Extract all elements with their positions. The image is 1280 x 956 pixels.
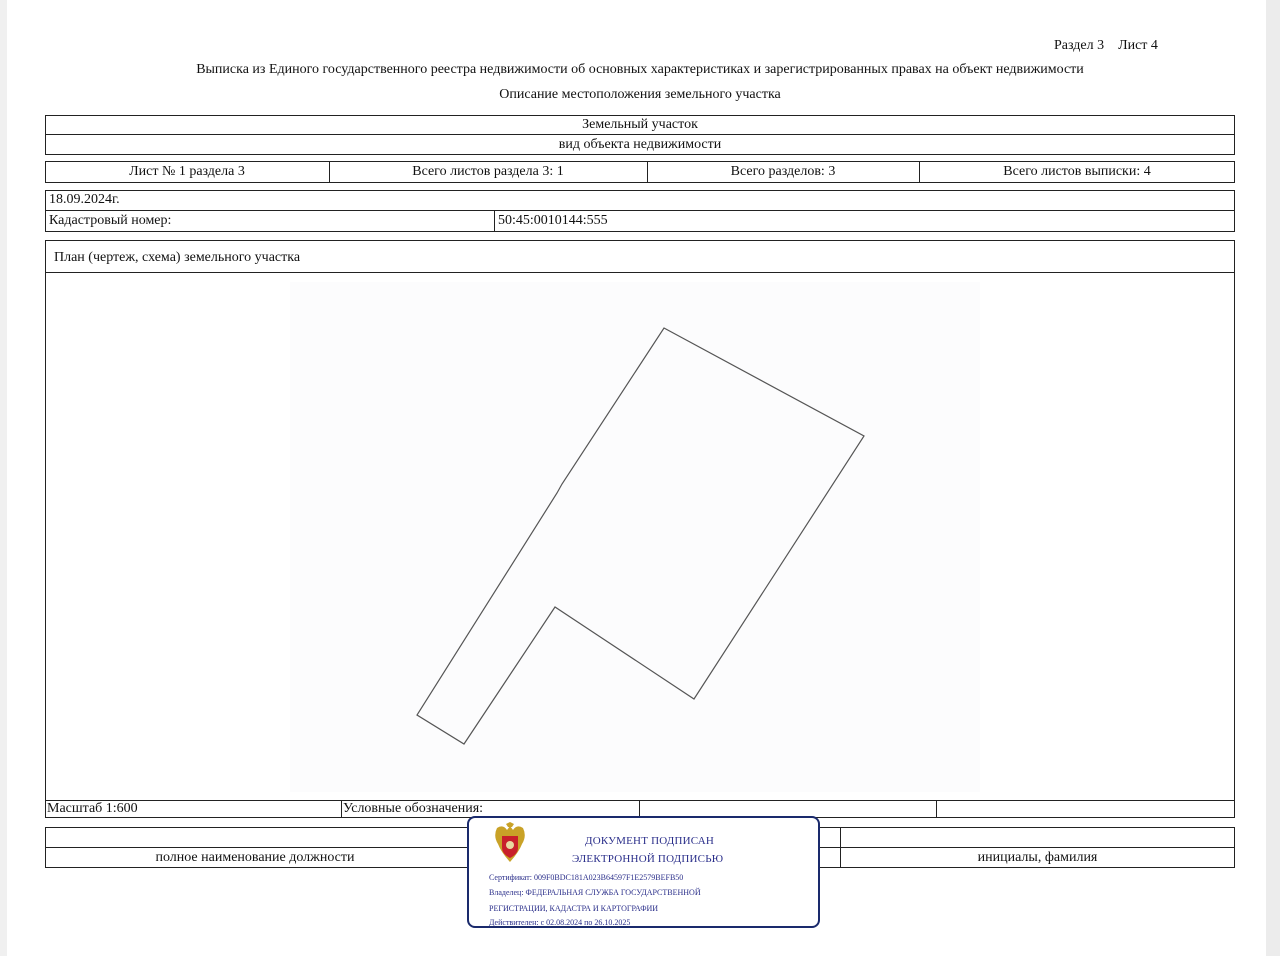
- legend-label: Условные обозначения:: [343, 801, 484, 816]
- document-title: Выписка из Единого государственного реестра недвижимости об основных характеристиках и зарегистрированных правах на объект недвижимости: [196, 62, 1084, 77]
- object-type-caption: вид объекта недвижимости: [558, 137, 722, 152]
- divider: [936, 800, 937, 818]
- stamp-line-2: ЭЛЕКТРОННОЙ ПОДПИСЬЮ: [572, 853, 724, 865]
- plan-title: План (чертеж, схема) земельного участка: [54, 250, 301, 265]
- stamp-owner-2: РЕГИСТРАЦИИ, КАДАСТРА И КАРТОГРАФИИ: [489, 904, 659, 913]
- document-subtitle: Описание местоположения земельного участка: [499, 87, 781, 102]
- stamp-certificate: Сертификат: 009F0BDC181A023B64597F1E2579BEFB50: [489, 873, 684, 882]
- position-caption: полное наименование должности: [155, 850, 355, 865]
- stamp-validity: Действителен: с 02.08.2024 по 26.10.2025: [489, 918, 631, 927]
- total-sections: Всего разделов: 3: [730, 164, 836, 179]
- cadastral-label: Кадастровый номер:: [49, 213, 172, 228]
- initials-caption: инициалы, фамилия: [977, 850, 1098, 865]
- plan-scale: Масштаб 1:600: [47, 801, 138, 816]
- stamp-line-1: ДОКУМЕНТ ПОДПИСАН: [585, 835, 715, 847]
- section-label: Раздел 3: [1054, 38, 1105, 53]
- stamp-owner-1: Владелец: ФЕДЕРАЛЬНАЯ СЛУЖБА ГОСУДАРСТВЕННОЙ: [489, 888, 701, 897]
- sheet-number: Лист № 1 раздела 3: [129, 164, 245, 179]
- divider: [341, 800, 342, 818]
- coat-of-arms-icon: [489, 822, 531, 866]
- sheet-label: Лист 4: [1118, 38, 1158, 53]
- total-sheets-section: Всего листов раздела 3: 1: [412, 164, 564, 179]
- e-signature-stamp: [467, 816, 820, 928]
- cadastral-number: 50:45:0010144:555: [498, 213, 608, 228]
- divider: [45, 800, 1235, 801]
- object-type: Земельный участок: [582, 117, 698, 132]
- land-plot-outline: [417, 328, 864, 744]
- total-sheets-extract: Всего листов выписки: 4: [1003, 164, 1151, 179]
- extract-date: 18.09.2024г.: [49, 192, 120, 207]
